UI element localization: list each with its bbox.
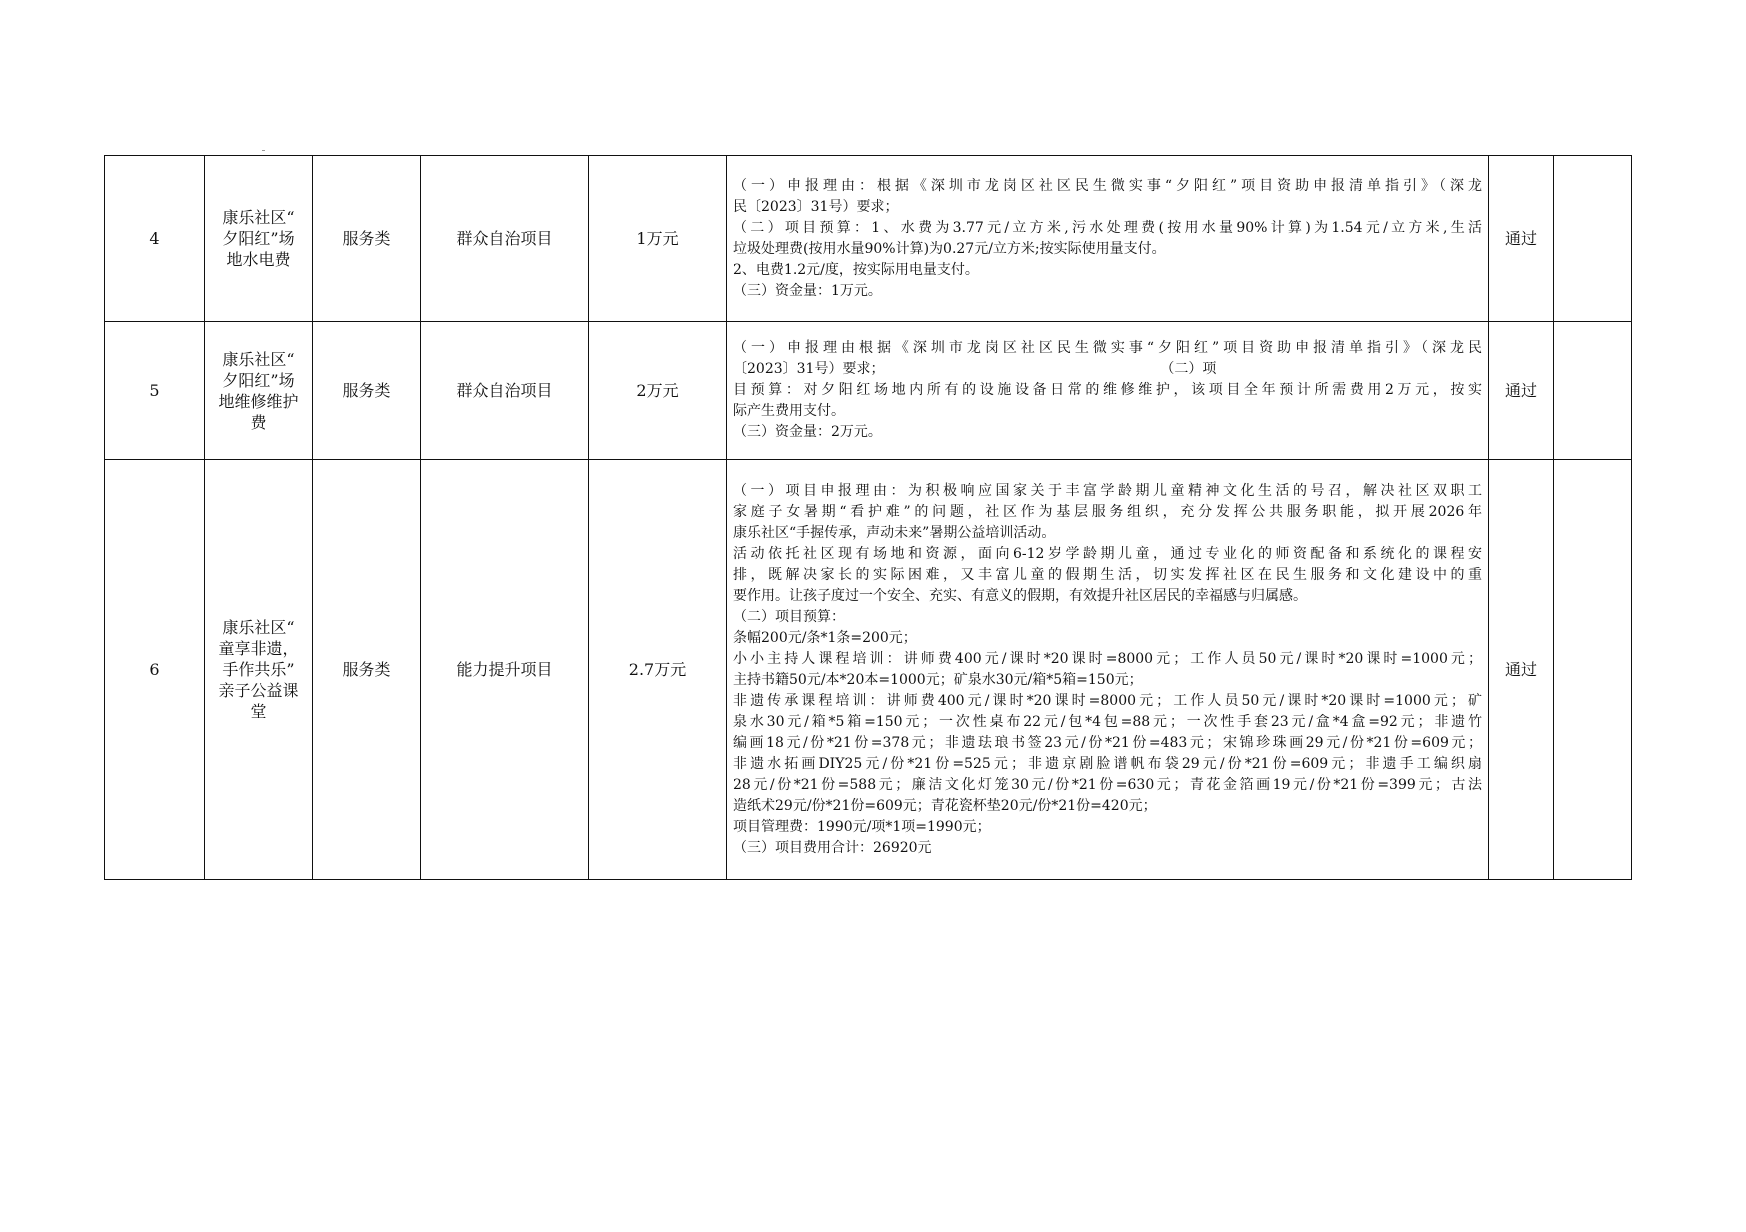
project-amount: 1万元 [589,156,727,322]
project-name-line: 费 [250,412,267,432]
project-type: 群众自治项目 [421,156,589,322]
detail-line: （二）项目预算： [733,608,845,625]
project-amount: 2万元 [589,322,727,460]
detail-line: 造纸术29元/份*21份=609元；青花瓷杯垫20元/份*21份=420元； [733,797,1157,814]
review-result: 通过 [1489,156,1554,322]
project-table [104,155,1632,880]
detail-line: 家庭子女暑期“看护难”的问题，社区作为基层服务组织，充分发挥公共服务职能，拟开展2026年 [733,503,1482,520]
review-result: 通过 [1489,322,1554,460]
detail-line: 康乐社区“手握传承，声动未来”暑期公益培训活动。 [733,524,1056,541]
detail-line: 排，既解决家长的实际困难，又丰富儿童的假期生活，切实发挥社区在民生服务和文化建设中的重 [733,566,1482,583]
detail-line: 主持书籍50元/本*20本=1000元；矿泉水30元/箱*5箱=150元； [733,671,1143,688]
row-number: 4 [105,156,205,322]
detail-line: 编画18元/份*21份=378元；非遗珐琅书签23元/份*21份=483元；宋锦珍珠画29元/份*21份=609元； [733,734,1482,751]
scan-speck [262,150,265,151]
remark-cell [1554,156,1632,322]
detail-line: 要作用。让孩子度过一个安全、充实、有意义的假期，有效提升社区居民的幸福感与归属感。 [733,587,1307,604]
project-detail [727,460,1489,880]
detail-line: （二）项目预算：1、水费为3.77元/立方米,污水处理费(按用水量90%计算)为1.54元/立方米,生活 [733,219,1482,236]
project-name-line: 堂 [250,702,267,721]
detail-line: 目预算：对夕阳红场地内所有的设施设备日常的维修维护，该项目全年预计所需费用2万元，按实 [733,382,1482,398]
project-amount: 2.7万元 [589,460,727,880]
project-name [205,322,313,460]
project-name-line: 康乐社区“ [222,208,295,227]
project-name-line: 亲子公益课 [218,681,299,700]
table-row [105,322,1632,460]
table-row [105,156,1632,322]
detail-line: 小小主持人课程培训：讲师费400元/课时*20课时=8000元；工作人员50元/课时*20课时=1000元； [733,650,1482,667]
project-detail [727,322,1489,460]
detail-line: 2、电费1.2元/度，按实际用电量支付。 [733,261,979,278]
detail-line: （一）申报理由根据《深圳市龙岗区社区民生微实事“夕阳红”项目资助申报清单指引》（深龙民 [733,340,1482,356]
detail-line: （三）资金量：2万元。 [733,424,882,440]
project-name-line: 手作共乐” [222,660,295,679]
detail-line: 际产生费用支付。 [733,403,845,419]
row-number: 6 [105,460,205,880]
detail-line: （一）项目申报理由：为积极响应国家关于丰富学龄期儿童精神文化生活的号召，解决社区双职工 [733,482,1482,499]
detail-line: 28元/份*21份=588元；廉洁文化灯笼30元/份*21份=630元；青花金箔画19元/份*21份=399元；古法 [733,776,1482,793]
detail-line: 泉水30元/箱*5箱=150元；一次性桌布22元/包*4包=88元；一次性手套23元/盒*4盒=92元；非遗竹 [733,713,1482,730]
project-type: 能力提升项目 [421,460,589,880]
project-table-wrapper [104,155,1632,880]
project-name [205,460,313,880]
project-name-line: 夕阳红”场 [222,370,295,390]
project-category: 服务类 [313,322,421,460]
detail-line: 非遗传承课程培训：讲师费400元/课时*20课时=8000元；工作人员50元/课时*20课时=1000元；矿 [733,692,1482,709]
project-name-line: 地维修维护 [218,391,299,411]
review-result: 通过 [1489,460,1554,880]
project-name-line: 童享非遗， [218,639,299,658]
remark-cell [1554,322,1632,460]
project-category: 服务类 [313,156,421,322]
detail-line: （三）项目费用合计：26920元 [733,839,932,856]
project-name-line: 地水电费 [226,250,291,269]
detail-line: 条幅200元/条*1条=200元； [733,629,917,646]
detail-line: 活动依托社区现有场地和资源，面向6-12岁学龄期儿童，通过专业化的师资配备和系统化的课程安 [733,545,1482,562]
row-number: 5 [105,322,205,460]
project-name [205,156,313,322]
project-type: 群众自治项目 [421,322,589,460]
detail-line: 非遗水拓画DIY25元/份*21份=525元；非遗京剧脸谱帆布袋29元/份*21份=609元；非遗手工编织扇 [733,755,1482,772]
detail-line: 垃圾处理费(按用水量90%计算)为0.27元/立方米;按实际使用量支付。 [733,240,1166,257]
detail-line: 民〔2023〕31号）要求； [733,198,899,215]
detail-line: 项目管理费：1990元/项*1项=1990元； [733,818,991,835]
project-name-line: 康乐社区“ [222,349,295,369]
detail-line: （三）资金量：1万元。 [733,282,882,299]
project-name-line: 夕阳红”场 [222,229,295,248]
detail-line: 〔2023〕31号）要求； （二）项 [733,361,1217,377]
remark-cell [1554,460,1632,880]
detail-line: （一）申报理由：根据《深圳市龙岗区社区民生微实事“夕阳红”项目资助申报清单指引》（深龙 [733,177,1482,194]
project-detail [727,156,1489,322]
project-name-line: 康乐社区“ [222,618,295,637]
table-row [105,460,1632,880]
project-category: 服务类 [313,460,421,880]
